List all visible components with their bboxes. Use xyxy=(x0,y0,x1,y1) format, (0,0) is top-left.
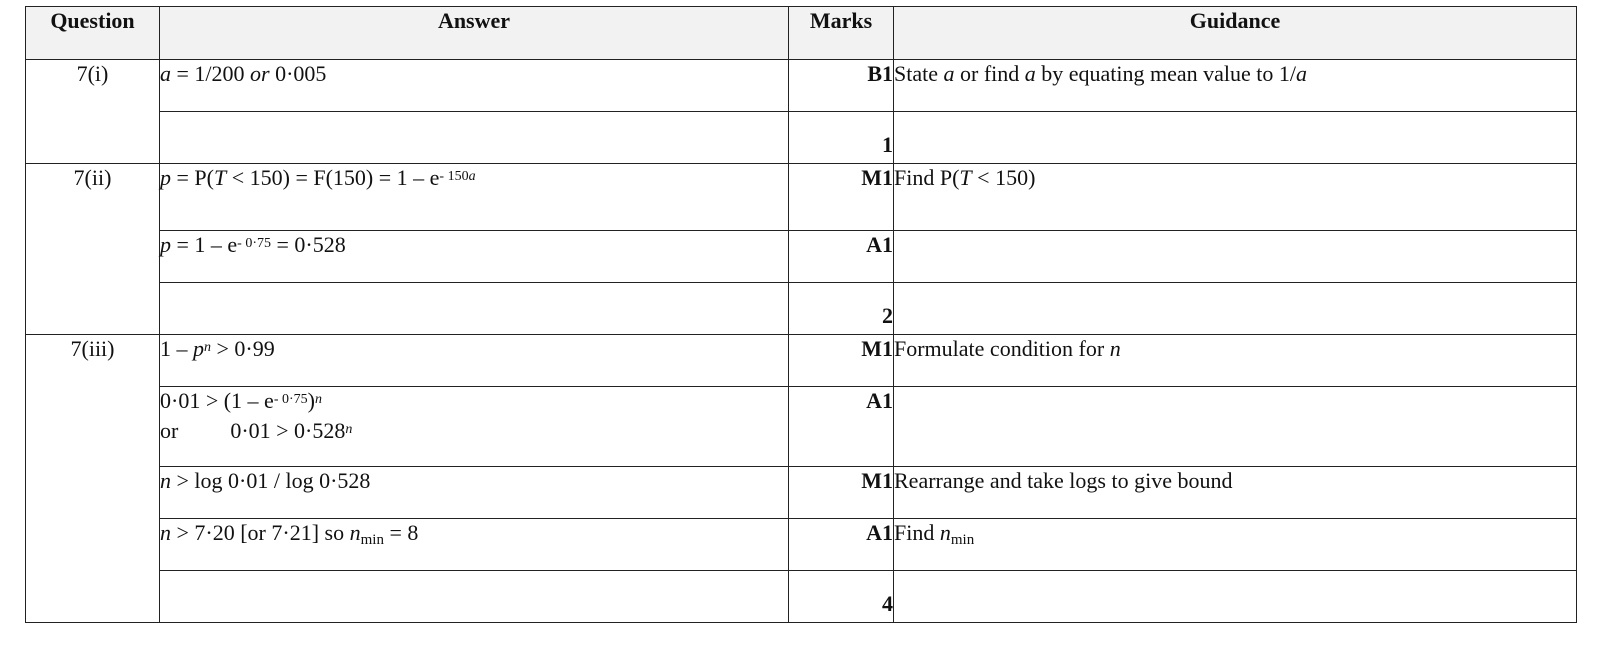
answer-cell xyxy=(160,112,789,164)
table-row xyxy=(26,283,1577,335)
answer-cell: $p = P(T < 150) = F(150) = 1 - e^{- 150a}$ xyxy=(160,164,789,231)
header-guidance: Guidance xyxy=(894,7,1577,60)
table-row xyxy=(26,60,1577,112)
question-label: 7(i) xyxy=(26,60,160,164)
table-row xyxy=(26,335,1577,387)
guidance-cell xyxy=(894,112,1577,164)
mark-cell: B1 xyxy=(789,60,894,112)
answer-cell xyxy=(160,571,789,623)
mark-cell: A1 xyxy=(789,231,894,283)
answer-cell: $0\cdot 01 > (1 - e^{- 0\cdot 75})^n$ or $0\cdot 01 > 0\cdot 528^n$ xyxy=(160,387,789,467)
question-label: 7(ii) xyxy=(26,164,160,335)
answer-cell: n > 7·20 [or 7·21] so $n_{min} = 8$ xyxy=(160,519,789,571)
header-answer: Answer xyxy=(160,7,789,60)
mark-cell: M1 xyxy=(789,164,894,231)
guidance-cell: Formulate condition for n xyxy=(894,335,1577,387)
answer-cell xyxy=(160,283,789,335)
answer-cell: $p = 1 - e^{- 0\cdot 75} = 0\cdot 528$ xyxy=(160,231,789,283)
guidance-cell xyxy=(894,283,1577,335)
table-row xyxy=(26,112,1577,164)
guidance-cell: Rearrange and take logs to give bound xyxy=(894,467,1577,519)
guidance-cell xyxy=(894,571,1577,623)
table-row xyxy=(26,519,1577,571)
header-row xyxy=(26,7,1577,60)
guidance-cell: Find $n_{min}$ xyxy=(894,519,1577,571)
total-mark-cell: 4 xyxy=(789,571,894,623)
total-mark-cell: 2 xyxy=(789,283,894,335)
table-row xyxy=(26,467,1577,519)
mark-cell: A1 xyxy=(789,519,894,571)
table-row xyxy=(26,164,1577,231)
header-question: Question xyxy=(26,7,160,60)
guidance-cell: State a or find a by equating mean value to 1/a xyxy=(894,60,1577,112)
mark-cell: M1 xyxy=(789,467,894,519)
mark-scheme-table xyxy=(25,6,1577,623)
table-row xyxy=(26,231,1577,283)
answer-cell: n > log 0·01 / log 0·528 xyxy=(160,467,789,519)
guidance-cell: Find P(T < 150) xyxy=(894,164,1577,231)
guidance-cell xyxy=(894,231,1577,283)
header-marks: Marks xyxy=(789,7,894,60)
answer-cell: $1 - p^n > 0\cdot 99$ xyxy=(160,335,789,387)
mark-cell: M1 xyxy=(789,335,894,387)
mark-cell: A1 xyxy=(789,387,894,467)
table-row xyxy=(26,571,1577,623)
total-mark-cell: 1 xyxy=(789,112,894,164)
table-row xyxy=(26,387,1577,467)
guidance-cell xyxy=(894,387,1577,467)
answer-cell: a = 1/200 or 0·005 xyxy=(160,60,789,112)
question-label: 7(iii) xyxy=(26,335,160,623)
